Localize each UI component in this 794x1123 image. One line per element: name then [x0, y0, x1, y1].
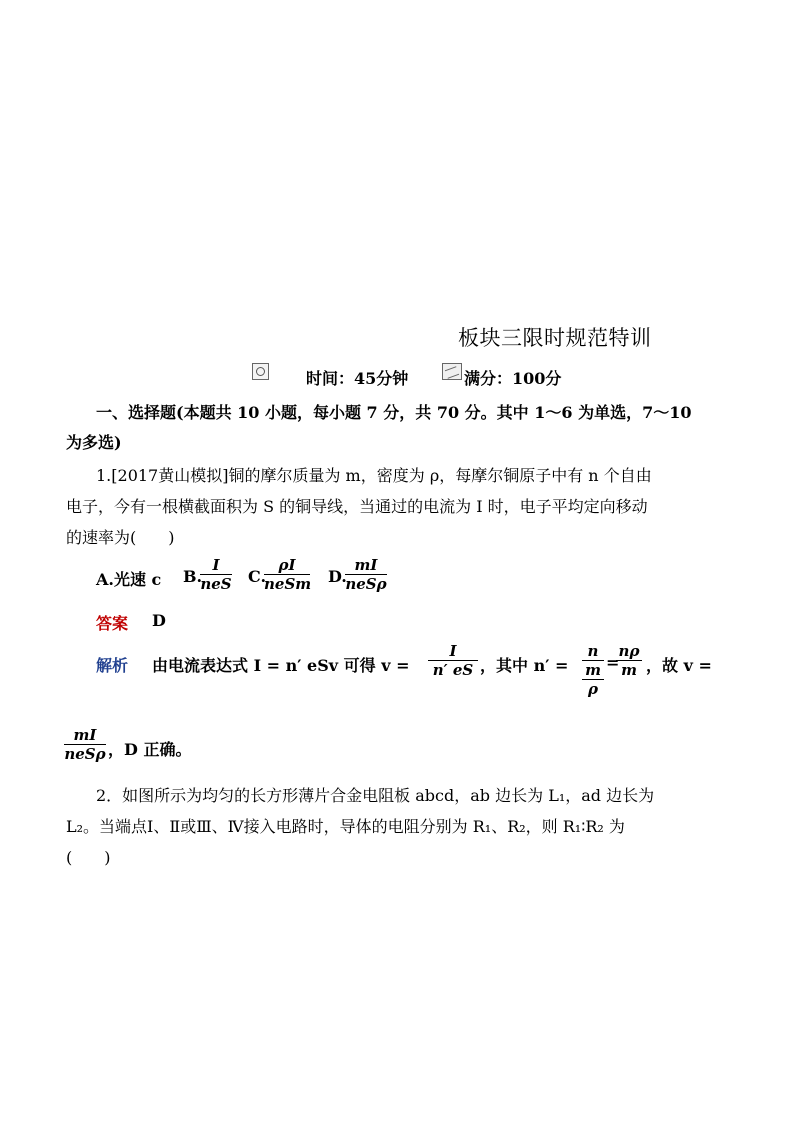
- answer-label: 答案: [96, 614, 129, 633]
- page-title: 板块三限时规范特训: [458, 326, 652, 350]
- answer-value: D: [152, 611, 166, 630]
- full-score: 满分：100分: [464, 369, 562, 388]
- q1-option-b-fraction: I neS: [200, 556, 232, 593]
- q1-option-b-label: B.: [183, 567, 203, 586]
- analysis-equals: =: [606, 653, 620, 672]
- analysis-fraction-1: I n′ eS: [428, 642, 478, 679]
- analysis-text-c: ，故 v =: [646, 656, 712, 675]
- q1-option-d-fraction: mI neSρ: [345, 556, 387, 593]
- q2-line1: 2．如图所示为均匀的长方形薄片合金电阻板 abcd，ab 边长为 L₁，ad 边长为: [96, 786, 655, 805]
- q1-option-c-label: C.: [248, 567, 267, 586]
- analysis-fraction-4: mI neSρ: [64, 726, 106, 763]
- score-icon: [442, 363, 462, 380]
- section-heading-line1: 一、选择题(本题共 10 小题，每小题 7 分，共 70 分。其中 1～6 为单选，7～10: [96, 403, 692, 422]
- q1-option-c-fraction: ρI neSm: [264, 556, 312, 593]
- analysis-text-b: ，其中 n′ =: [480, 656, 569, 675]
- analysis-label: 解析: [96, 656, 129, 675]
- q1-option-d-label: D.: [328, 567, 347, 586]
- q1-line3: 的速率为( ): [66, 528, 175, 547]
- analysis-text-d: ，D 正确。: [108, 740, 192, 759]
- clock-icon: [252, 363, 269, 380]
- analysis-text-a: 由电流表达式 I = n′ eSv 可得 v =: [152, 656, 410, 675]
- section-heading-line2: 为多选): [66, 433, 122, 452]
- analysis-fraction-3: nρ m: [616, 642, 642, 679]
- analysis-fraction-2: n m ρ: [582, 642, 604, 698]
- q1-option-a: A.光速 c: [96, 570, 162, 589]
- q2-line2: L₂。当端点Ⅰ、Ⅱ或Ⅲ、Ⅳ接入电路时，导体的电阻分别为 R₁、R₂，则 R₁∶R₂ 为: [66, 817, 625, 836]
- q1-line1: 1.[2017黄山模拟]铜的摩尔质量为 m，密度为 ρ，每摩尔铜原子中有 n 个自由: [96, 466, 652, 485]
- q1-line2: 电子，今有一根横截面积为 S 的铜导线，当通过的电流为 I 时，电子平均定向移动: [66, 497, 648, 516]
- q2-line3: ( ): [66, 848, 111, 867]
- time-limit: 时间：45分钟: [306, 369, 409, 388]
